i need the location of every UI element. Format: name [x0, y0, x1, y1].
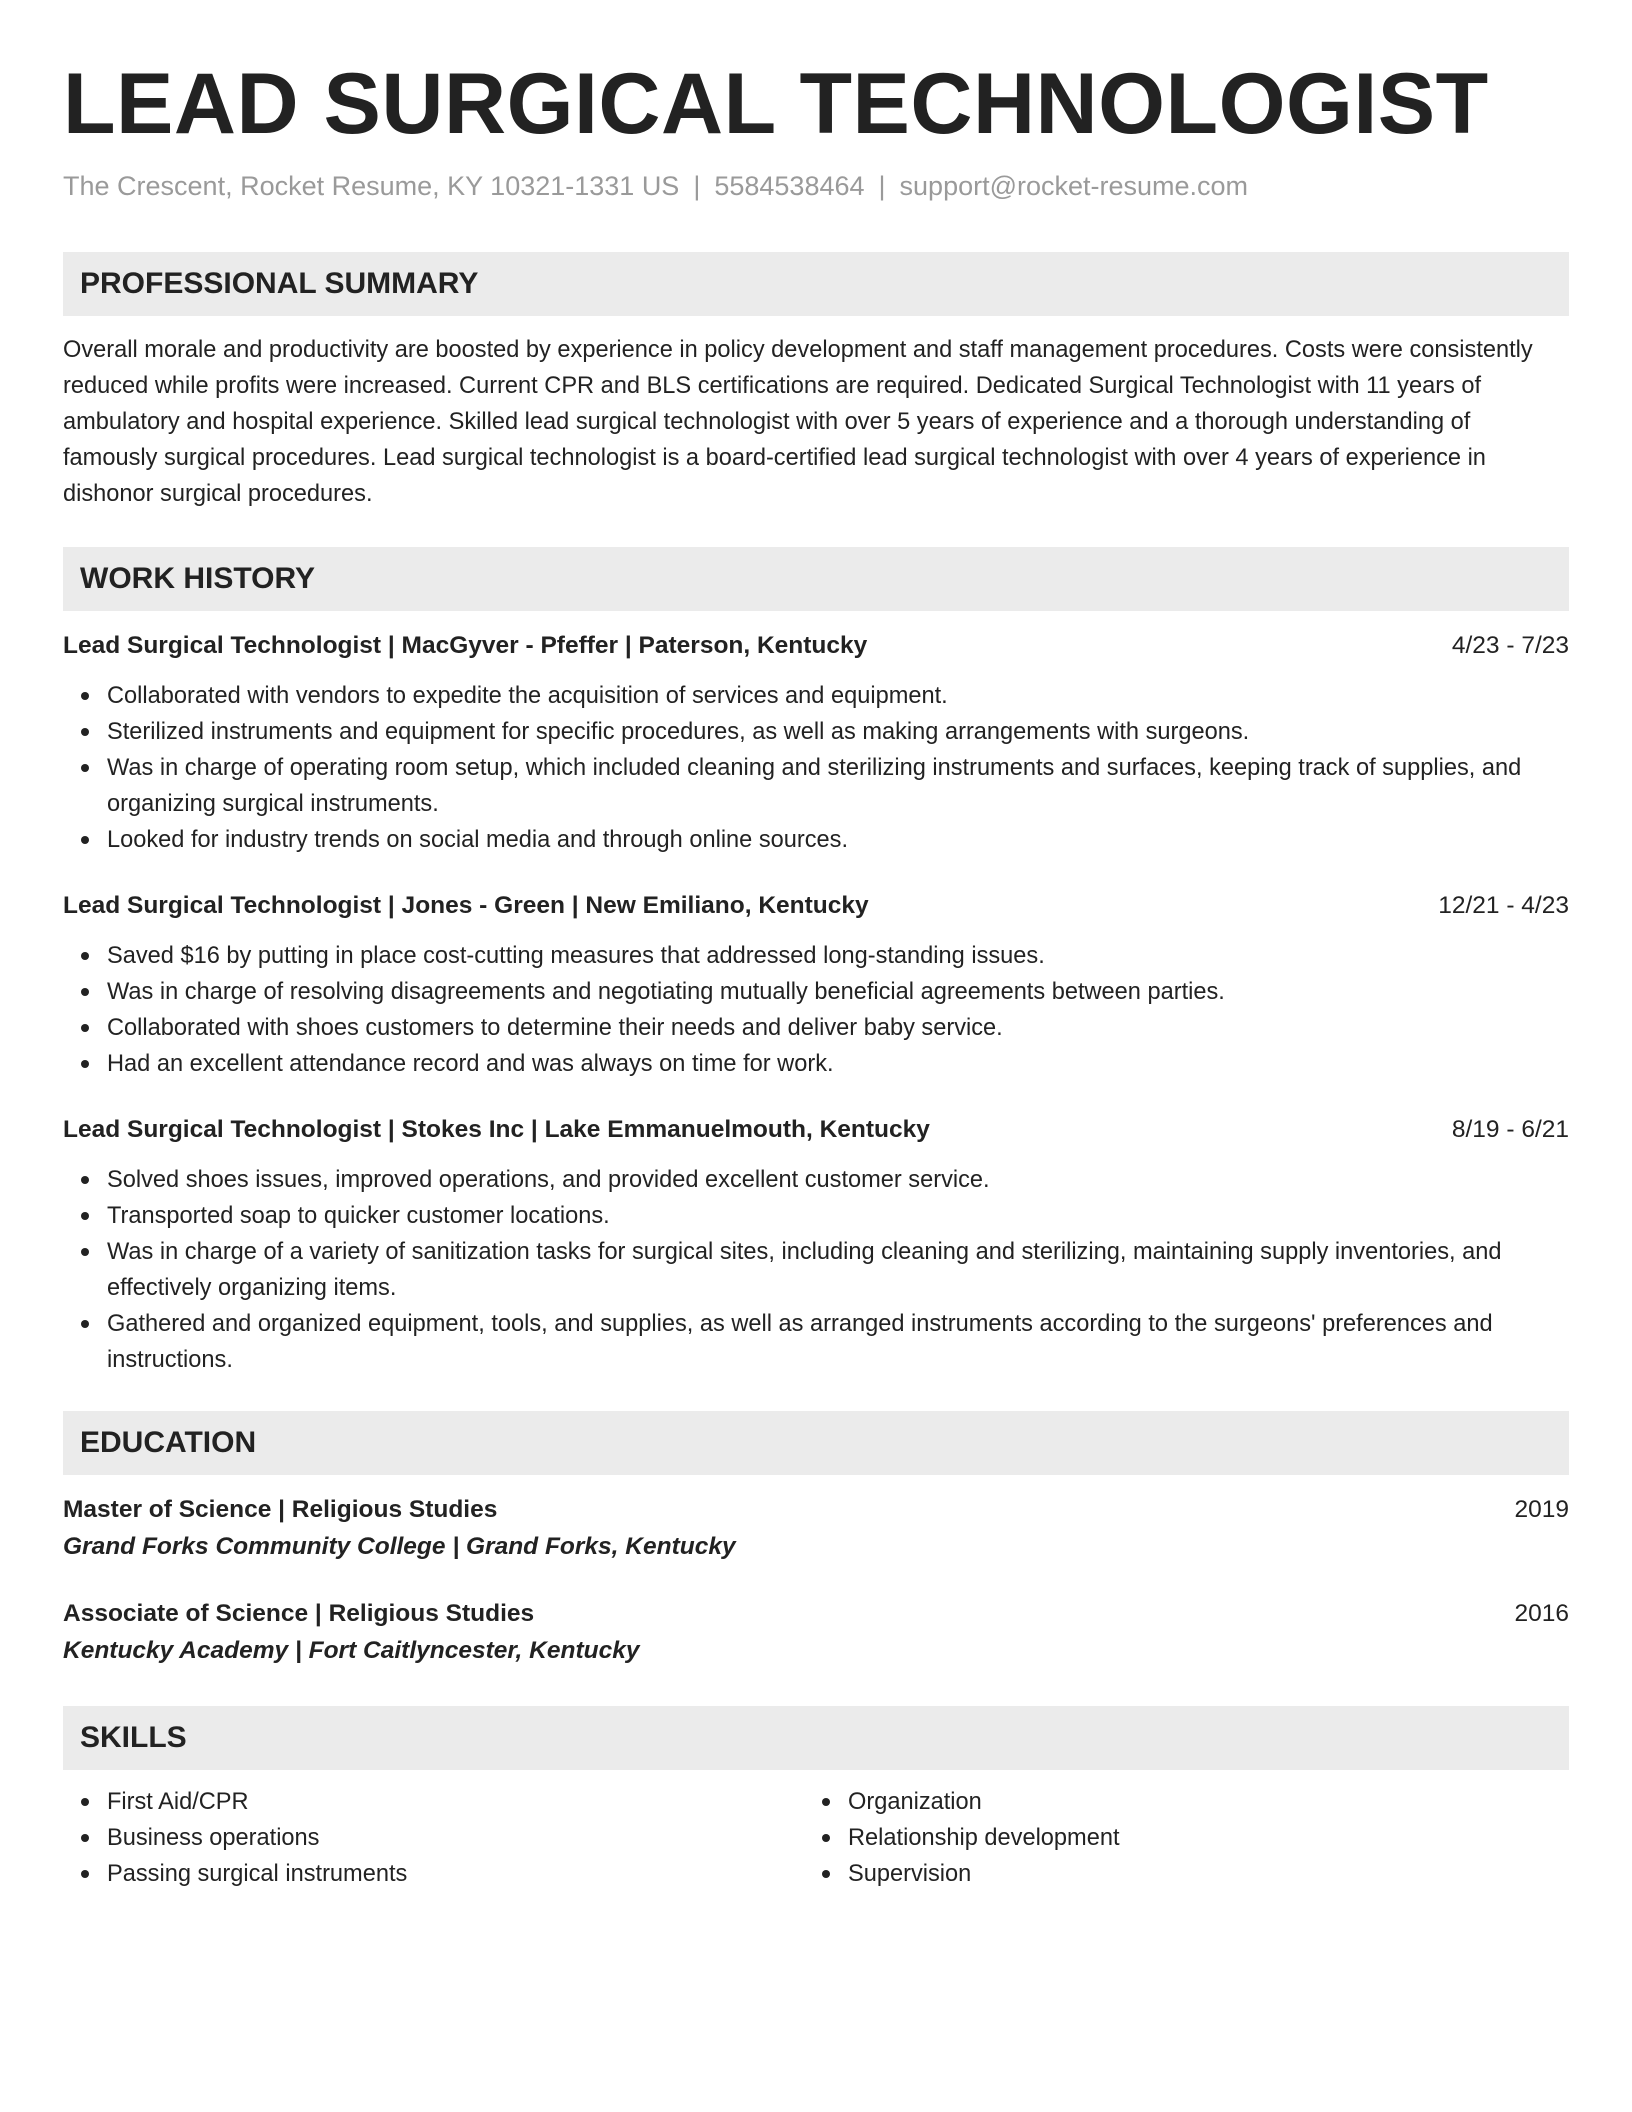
skills-list-left — [63, 1784, 804, 1892]
job-entry — [63, 1112, 1569, 1378]
section-header-skills: SKILLS — [63, 1706, 1569, 1770]
job-bullet: Collaborated with vendors to expedite the acquisition of services and equipment. — [107, 678, 1569, 714]
education-school: Kentucky Academy | Fort Caitlyncester, Kentucky — [63, 1637, 640, 1664]
job-title: Lead Surgical Technologist | MacGyver - Pfeffer | Paterson, Kentucky — [63, 632, 868, 659]
job-bullet: Was in charge of resolving disagreements and negotiating mutually beneficial agreements between parties. — [107, 974, 1569, 1010]
skill-item: Supervision — [848, 1856, 1548, 1892]
job-title: Lead Surgical Technologist | Stokes Inc | Lake Emmanuelmouth, Kentucky — [63, 1116, 930, 1143]
job-dates: 4/23 - 7/23 — [1451, 632, 1569, 659]
education-year: 2016 — [1514, 1600, 1569, 1627]
contact-email: support@rocket-resume.com — [899, 171, 1249, 201]
job-bullet-list — [63, 938, 1569, 1082]
skills-list-right — [804, 1784, 1548, 1892]
contact-separator: | — [693, 171, 701, 201]
job-title: Lead Surgical Technologist | Jones - Green | New Emiliano, Kentucky — [63, 892, 869, 919]
job-bullet: Gathered and organized equipment, tools, and supplies, as well as arranged instruments according to the surgeons' preferences and instructions. — [107, 1306, 1569, 1378]
job-bullet: Saved $16 by putting in place cost-cutting measures that addressed long-standing issues. — [107, 938, 1569, 974]
job-bullet: Solved shoes issues, improved operations, and provided excellent customer service. — [107, 1162, 1569, 1198]
contact-address: The Crescent, Rocket Resume, KY 10321-1331 US — [63, 171, 680, 201]
education-degree: Master of Science | Religious Studies — [63, 1496, 498, 1523]
summary-text: Overall morale and productivity are boosted by experience in policy development and staff management procedures. Costs were consistently reduced while profits were increased. Current CPR and BLS certifications are required. Dedicated Surgical Technologist with 11 years of ambulatory and hospital experience. Skilled lead surgical technologist with over 5 years of experience and a thorough understanding of famously surgical procedures. Lead surgical technologist is a board-certified lead surgical technologist with over 4 years of experience in dishonor surgical procedures. — [63, 337, 1533, 507]
education-row — [63, 1596, 1569, 1632]
education-year: 2019 — [1514, 1496, 1569, 1523]
job-bullet-list — [63, 678, 1569, 858]
job-dates: 12/21 - 4/23 — [1438, 892, 1569, 919]
job-title-row — [63, 888, 1569, 924]
job-title-row — [63, 1112, 1569, 1148]
job-bullet: Was in charge of a variety of sanitization tasks for surgical sites, including cleaning and sterilizing, maintaining supply inventories, and effectively organizing items. — [107, 1234, 1569, 1306]
contact-line — [63, 166, 1569, 206]
job-entry — [63, 888, 1569, 1082]
job-bullet: Had an excellent attendance record and was always on time for work. — [107, 1046, 1569, 1082]
job-bullet: Looked for industry trends on social media and through online sources. — [107, 822, 1569, 858]
skill-item: Passing surgical instruments — [107, 1856, 804, 1892]
contact-phone: 5584538464 — [714, 171, 865, 201]
section-header-summary: PROFESSIONAL SUMMARY — [63, 252, 1569, 316]
job-bullet: Was in charge of operating room setup, which included cleaning and sterilizing instruments and surfaces, keeping track of supplies, and organizing surgical instruments. — [107, 750, 1569, 822]
resume-page — [63, 0, 1569, 1892]
education-degree: Associate of Science | Religious Studies — [63, 1600, 535, 1627]
job-bullet-list — [63, 1162, 1569, 1378]
job-bullet: Collaborated with shoes customers to determine their needs and deliver baby service. — [107, 1010, 1569, 1046]
skill-item: First Aid/CPR — [107, 1784, 804, 1820]
section-header-education: EDUCATION — [63, 1411, 1569, 1475]
education-entry — [63, 1596, 1569, 1670]
skills-columns — [63, 1784, 1569, 1892]
job-bullet: Sterilized instruments and equipment for specific procedures, as well as making arrangements with surgeons. — [107, 714, 1569, 750]
education-row — [63, 1492, 1569, 1528]
job-entry — [63, 628, 1569, 858]
job-dates: 8/19 - 6/21 — [1451, 1116, 1569, 1143]
resume-name: LEAD SURGICAL TECHNOLOGIST — [63, 56, 1489, 152]
section-header-work-history: WORK HISTORY — [63, 547, 1569, 611]
skill-item: Relationship development — [848, 1820, 1548, 1856]
education-entry — [63, 1492, 1569, 1566]
job-bullet: Transported soap to quicker customer locations. — [107, 1198, 1569, 1234]
skill-item: Business operations — [107, 1820, 804, 1856]
education-school: Grand Forks Community College | Grand Forks, Kentucky — [63, 1533, 736, 1560]
skill-item: Organization — [848, 1784, 1548, 1820]
job-title-row — [63, 628, 1569, 664]
contact-separator: | — [878, 171, 886, 201]
